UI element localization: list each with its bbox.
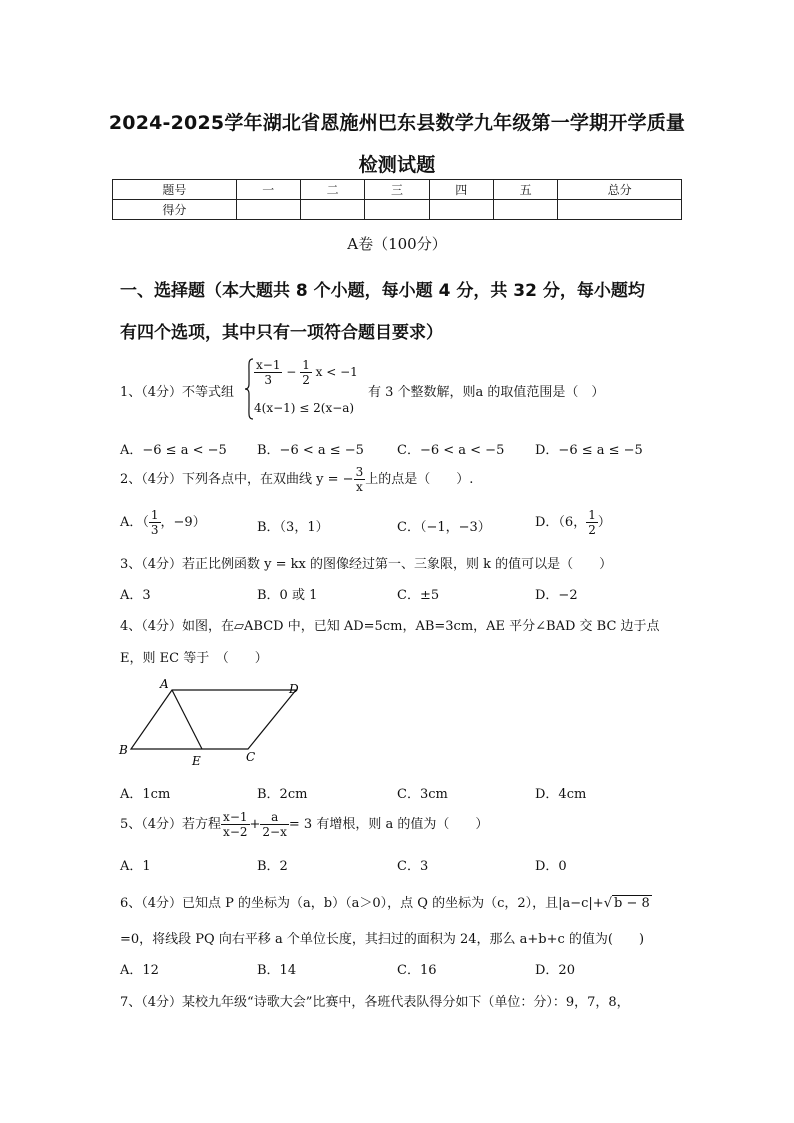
fraction [300, 358, 312, 387]
q3-stem: 3、（4分）若正比例函数 y = kx 的图像经过第一、三象限，则 k 的值可以是（ ） [120, 557, 613, 572]
q5-option-d[interactable]: D．0 [535, 859, 567, 874]
q5-option-b[interactable]: B．2 [257, 859, 288, 874]
fraction [254, 358, 282, 387]
denominator: 2 [302, 373, 310, 387]
score-table [112, 179, 682, 220]
q1-suffix: 有 3 个整数解，则a 的取值范围是（ ） [368, 385, 605, 400]
q4-option-b[interactable]: B．2cm [257, 787, 308, 802]
parallelogram-figure [116, 676, 306, 770]
table-header-cell: 总分 [558, 180, 682, 200]
q2-stem [120, 465, 473, 494]
table-header-cell: 四 [429, 180, 493, 200]
option-text: A．（ [120, 515, 149, 530]
plus-sign: + [249, 817, 261, 832]
score-table-header-row [113, 180, 682, 200]
option-text: ，−9） [160, 515, 206, 530]
q6-option-c[interactable]: C．16 [397, 963, 437, 978]
q6-option-b[interactable]: B．14 [257, 963, 297, 978]
table-row-label: 得分 [113, 200, 237, 220]
q3-option-a[interactable]: A．3 [120, 588, 151, 603]
q4-stem-line2: E，则 EC 等于 （ ） [120, 651, 268, 666]
q3-option-d[interactable]: D．−2 [535, 588, 578, 603]
q2-option-d[interactable] [535, 508, 611, 537]
score-table-score-row [113, 200, 682, 220]
numerator: x−1 [256, 358, 281, 372]
q1-option-d[interactable]: D．−6 ≤ a ≤ −5 [535, 443, 643, 458]
q6-option-d[interactable]: D．20 [535, 963, 575, 978]
q4-stem-line1: 4、（4分）如图，在▱ABCD 中，已知 AD=5cm，AB=3cm，AE 平分∠BAD 交 BC 边于点 [120, 619, 660, 634]
denominator: x [356, 480, 363, 494]
denominator: 3 [150, 523, 159, 537]
numerator: x−1 [223, 810, 248, 824]
q1-option-a[interactable]: A．−6 ≤ a < −5 [120, 443, 227, 458]
fraction [221, 810, 249, 839]
parallelogram-abcd [131, 690, 296, 749]
numerator: 1 [588, 508, 596, 522]
numerator: a [260, 810, 288, 825]
exam-title-line2: 检测试题 [358, 154, 436, 176]
segment-ae [172, 690, 202, 749]
section-a-heading: A卷（100分） [347, 235, 447, 253]
denominator: x−2 [223, 825, 248, 839]
denominator: 3 [264, 373, 273, 387]
fraction [149, 508, 161, 537]
sqrt-radicand: b − 8 [614, 896, 650, 911]
q4-option-c[interactable]: C．3cm [397, 787, 448, 802]
score-cell[interactable] [429, 200, 493, 220]
table-header-cell: 三 [365, 180, 429, 200]
fraction [586, 508, 598, 537]
table-header-cell: 二 [300, 180, 364, 200]
minus-sign: − [286, 365, 297, 379]
q5-option-a[interactable]: A．1 [120, 859, 151, 874]
numerator: 1 [302, 358, 310, 372]
section-title-line1: 一、选择题（本大题共 8 个小题，每小题 4 分，共 32 分，每小题均 [120, 281, 645, 301]
q6-stem-line2: =0，将线段 PQ 向右平移 a 个单位长度，其扫过的面积为 24，那么 a+b+c 的值为( ) [120, 932, 645, 947]
vertex-label-c: C [246, 750, 256, 764]
brace-icon [244, 358, 254, 420]
option-text: ） [597, 515, 611, 530]
q2-option-a[interactable] [120, 508, 206, 537]
q1-option-c[interactable]: C．−6 < a < −5 [397, 443, 505, 458]
q6-stem-line1 [120, 892, 652, 911]
fraction [354, 465, 366, 494]
q1-inequality-1 [254, 358, 358, 387]
score-cell[interactable] [236, 200, 300, 220]
q5-stem [120, 810, 488, 839]
q2-option-c[interactable]: C．（−1，−3） [397, 520, 491, 535]
q1-inequality-2: 4(x−1) ≤ 2(x−a) [254, 401, 355, 415]
exam-title-line1: 2024-2025学年湖北省恩施州巴东县数学九年级第一学期开学质量 [108, 112, 686, 134]
table-header-cell: 五 [493, 180, 557, 200]
q2-option-b[interactable]: B．（3，1） [257, 520, 329, 535]
q7-stem-line1: 7、（4分）某校九年级“诗歌大会”比赛中，各班代表队得分如下（单位：分）：9，7，8， [120, 995, 630, 1010]
table-header-cell: 一 [236, 180, 300, 200]
q2-suffix: 上的点是（ ）. [365, 472, 474, 487]
vertex-label-d: D [289, 682, 299, 696]
score-cell[interactable] [365, 200, 429, 220]
vertex-label-b: B [119, 743, 128, 757]
q4-option-d[interactable]: D．4cm [535, 787, 587, 802]
q4-option-a[interactable]: A．1cm [120, 787, 171, 802]
option-text: D．（6， [535, 515, 587, 530]
score-cell[interactable] [493, 200, 557, 220]
table-header-cell: 题号 [113, 180, 237, 200]
denominator: 2−x [262, 825, 287, 839]
q6-line1-text: 6、（4分）已知点 P 的坐标为（a，b）（a＞0），点 Q 的坐标为（c，2），且|a−c|+ [120, 896, 604, 911]
q5-option-c[interactable]: C．3 [397, 859, 429, 874]
score-cell[interactable] [300, 200, 364, 220]
numerator: 1 [150, 508, 159, 522]
q5-prefix: 5、（4分）若方程 [120, 817, 222, 832]
q3-option-c[interactable]: C．±5 [397, 588, 440, 603]
vertex-label-a: A [160, 677, 169, 691]
q1-option-b[interactable]: B．−6 < a ≤ −5 [257, 443, 364, 458]
q5-suffix: = 3 有增根，则 a 的值为（ ） [288, 817, 489, 832]
q2-prefix: 2、（4分）下列各点中，在双曲线 y = − [120, 472, 354, 487]
sqrt-icon: √ [603, 896, 612, 911]
q1-prefix: 1、（4分）不等式组 [120, 385, 235, 400]
section-title-line2: 有四个选项，其中只有一项符合题目要求） [120, 323, 443, 343]
q6-option-a[interactable]: A．12 [120, 963, 159, 978]
fraction [260, 810, 288, 839]
inequality-tail: x < −1 [315, 365, 358, 379]
denominator: 2 [588, 523, 596, 537]
q3-option-b[interactable]: B．0 或 1 [257, 588, 318, 603]
numerator: 3 [355, 465, 364, 479]
score-cell[interactable] [558, 200, 682, 220]
vertex-label-e: E [192, 754, 201, 768]
